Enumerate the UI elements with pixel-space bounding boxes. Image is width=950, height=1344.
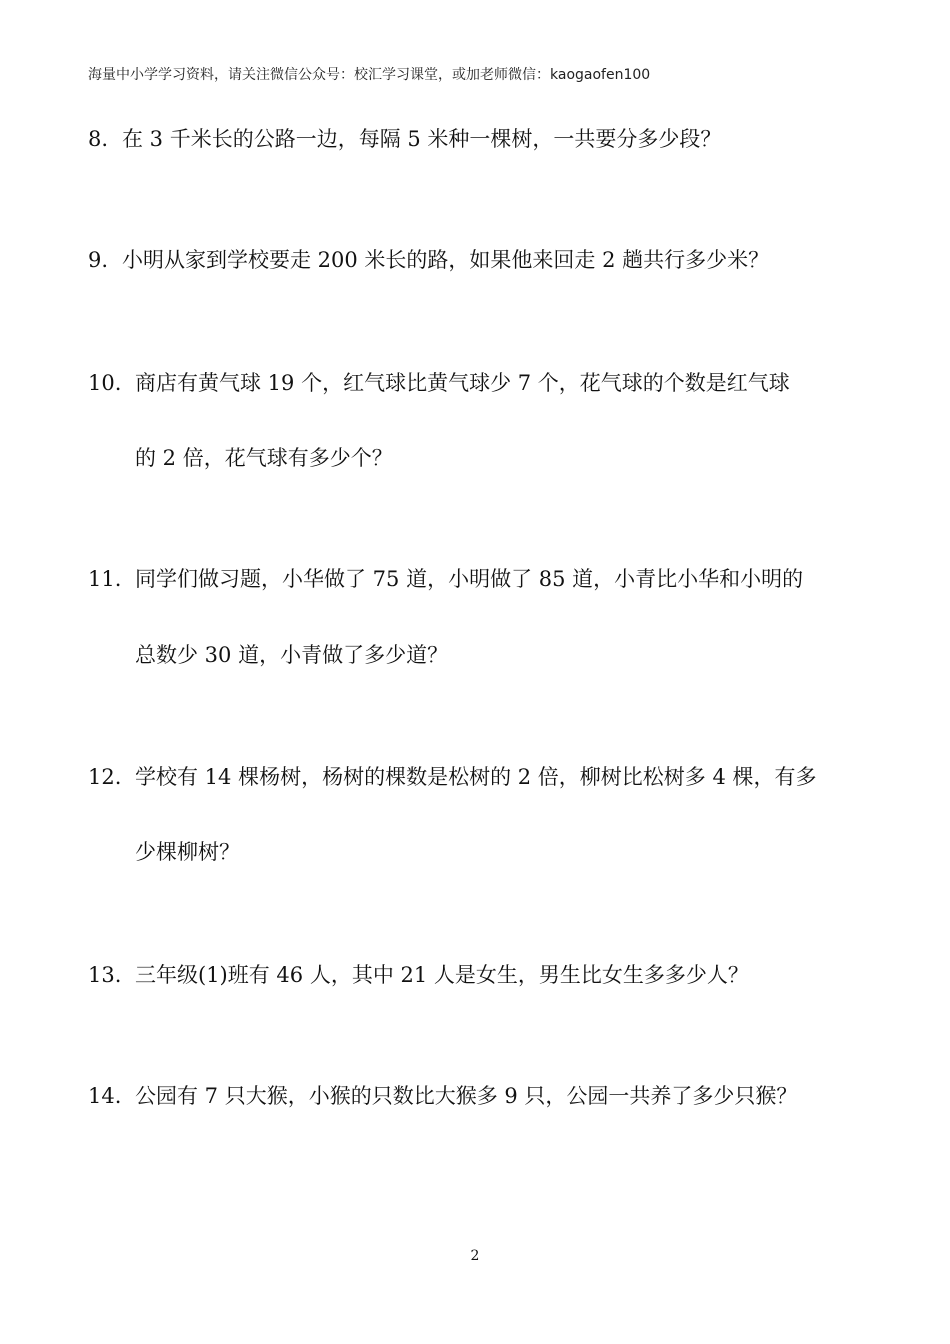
question-10-continuation: 的 2 倍，花气球有多少个？: [135, 446, 393, 470]
header-notice: 海量中小学学习资料，请关注微信公众号：校汇学习课堂，或加老师微信：kaogaofen100: [88, 67, 651, 83]
question-12-continuation: 少棵柳树？: [135, 840, 240, 864]
question-text: 三年级(1)班有 46 人，其中 21 人是女生，男生比女生多多少人？: [135, 963, 749, 987]
question-11-continuation: 总数少 30 道，小青做了多少道？: [135, 643, 449, 667]
question-8: [88, 126, 721, 152]
question-number: 11.: [88, 567, 122, 591]
question-number: 8.: [88, 127, 109, 151]
question-number: 13.: [88, 963, 122, 987]
page-number: 2: [470, 1248, 480, 1264]
question-number: 14.: [88, 1084, 122, 1108]
question-14: [88, 1083, 797, 1109]
question-12: [88, 764, 817, 790]
question-text: 学校有 14 棵杨树，杨树的棵数是松树的 2 倍，柳树比松树多 4 棵，有多: [135, 765, 817, 789]
question-number: 9.: [88, 248, 109, 272]
question-number: 10.: [88, 371, 122, 395]
question-number: 12.: [88, 765, 122, 789]
question-13: [88, 962, 749, 988]
question-9: [88, 247, 769, 273]
question-text: 同学们做习题，小华做了 75 道，小明做了 85 道，小青比小华和小明的: [135, 567, 804, 591]
question-text: 小明从家到学校要走 200 米长的路，如果他来回走 2 趟共行多少米？: [122, 248, 770, 272]
question-text: 在 3 千米长的公路一边，每隔 5 米种一棵树，一共要分多少段？: [122, 127, 722, 151]
question-text: 公园有 7 只大猴，小猴的只数比大猴多 9 只，公园一共养了多少只猴？: [135, 1084, 798, 1108]
question-10: [88, 370, 790, 396]
question-text: 商店有黄气球 19 个，红气球比黄气球少 7 个，花气球的个数是红气球: [135, 371, 790, 395]
question-11: [88, 566, 803, 592]
